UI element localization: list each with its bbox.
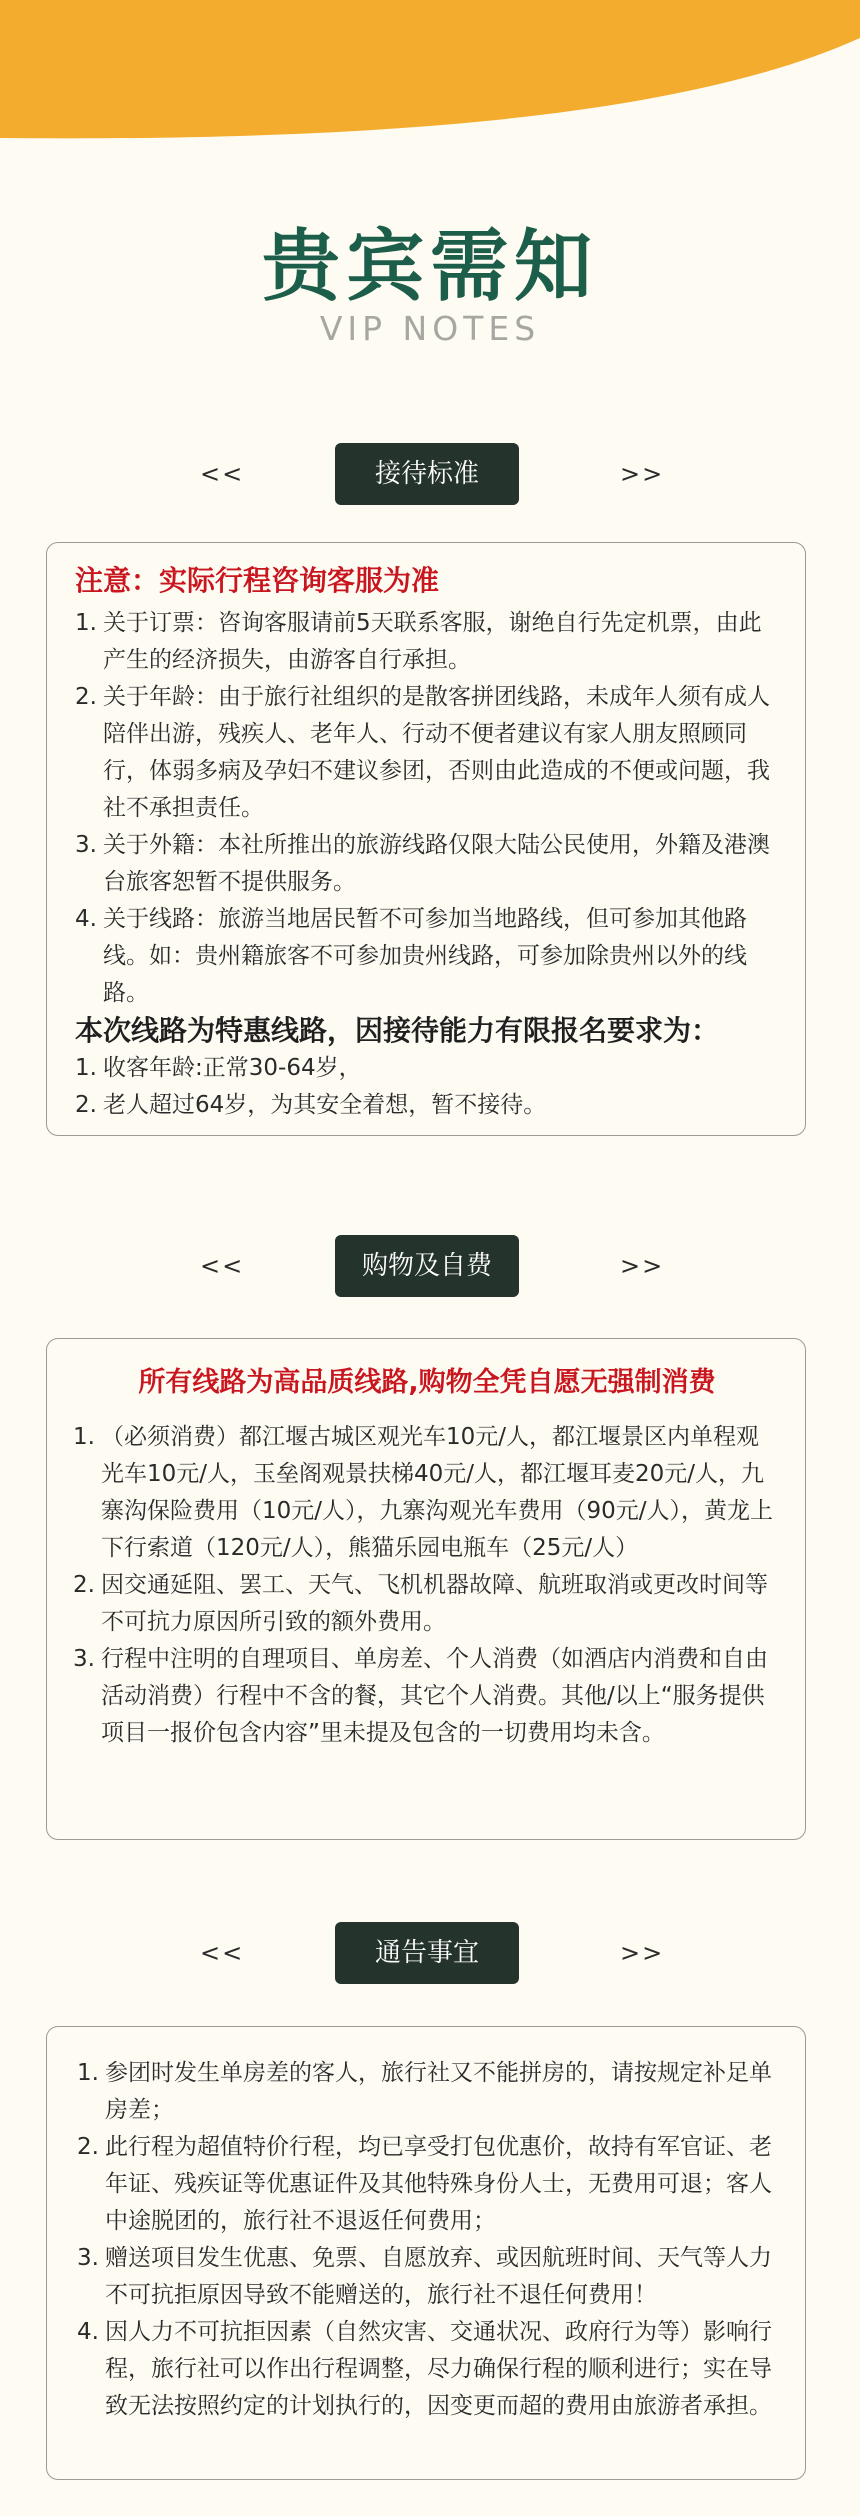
list-item: 4. 关于线路：旅游当地居民暂不可参加当地路线，但可参加其他路线。如：贵州籍旅客不可参加贵州线路，可参加除贵州以外的线路。: [75, 906, 747, 1006]
page-title: 贵宾需知: [261, 222, 598, 312]
list-item: 4. 因人力不可抗拒因素（自然灾害、交通状况、政府行为等）影响行程，旅行社可以作出行程调整，尽力确保行程的顺利进行；实在导致无法按照约定的计划执行的，因变更而超的费用由旅游者承担。: [77, 2319, 772, 2419]
section-header-reception: [0, 443, 860, 505]
right-arrow-decoration: >>: [620, 1939, 665, 1967]
list-item: 3. 赠送项目发生优惠、免票、自愿放弃、或因航班时间、天气等人力不可抗拒原因导致不能赠送的，旅行社不退任何费用！: [77, 2245, 772, 2308]
list-item: 1. （必须消费）都江堰古城区观光车10元/人，都江堰景区内单程观光车10元/人，玉垒阁观景扶梯40元/人，都江堰耳麦20元/人，九寨沟保险费用（10元/人），九寨沟观光车费用（90元/人），黄龙上下行索道（120元/人），熊猫乐园电瓶车（25元/人）: [73, 1424, 774, 1561]
right-arrow-decoration: >>: [620, 460, 665, 488]
section-header-notices: [0, 1922, 860, 1984]
notice-text: 注意：实际行程咨询客服为准: [75, 564, 440, 597]
notices-box: [46, 2026, 806, 2480]
special-route-heading: 本次线路为特惠线路，因接待能力有限报名要求为：: [75, 1014, 720, 1047]
list-item: 3. 关于外籍：本社所推出的旅游线路仅限大陆公民使用，外籍及港澳台旅客恕暂不提供服务。: [75, 832, 770, 895]
section-pill-shopping: 购物及自费: [335, 1235, 519, 1297]
list-item: 2. 老人超过64岁，为其安全着想，暂不接待。: [75, 1092, 547, 1118]
reception-standards-box: [46, 542, 806, 1136]
list-item: 3. 行程中注明的自理项目、单房差、个人消费（如酒店内消费和自由活动消费）行程中不含的餐，其它个人消费。其他/以上“服务提供项目一报价包含内容”里未提及包含的一切费用均未含。: [73, 1646, 768, 1746]
section-pill-notices: 通告事宜: [335, 1922, 519, 1984]
list-item: 1. 关于订票：咨询客服请前5天联系客服，谢绝自行先定机票，由此产生的经济损失，由游客自行承担。: [75, 610, 762, 673]
left-arrow-decoration: <<: [200, 1252, 245, 1280]
shopping-notice-text: 所有线路为高品质线路,购物全凭自愿无强制消费: [138, 1367, 716, 1398]
list-item: 2. 关于年龄：由于旅行社组织的是散客拼团线路，未成年人须有成人陪伴出游，残疾人、老年人、行动不便者建议有家人朋友照顾同行，体弱多病及孕妇不建议参团，否则由此造成的不便或问题，我社不承担责任。: [75, 684, 770, 821]
left-arrow-decoration: <<: [200, 460, 245, 488]
list-item: 2. 因交通延阻、罢工、天气、飞机机器故障、航班取消或更改时间等不可抗力原因所引致的额外费用。: [73, 1572, 768, 1635]
section-pill-reception: 接待标准: [335, 443, 519, 505]
page-subtitle: VIP NOTES: [319, 309, 541, 348]
list-item: 1. 收客年龄:正常30-64岁，: [75, 1055, 362, 1081]
left-arrow-decoration: <<: [200, 1939, 245, 1967]
section-header-shopping: [0, 1235, 860, 1297]
right-arrow-decoration: >>: [620, 1252, 665, 1280]
top-wave-banner: [0, 0, 860, 150]
list-item: 2. 此行程为超值特价行程，均已享受打包优惠价，故持有军官证、老年证、残疾证等优惠证件及其他特殊身份人士，无费用可退；客人中途脱团的，旅行社不退返任何费用；: [77, 2134, 772, 2234]
shopping-box: [46, 1338, 806, 1840]
list-item: 1. 参团时发生单房差的客人，旅行社又不能拼房的，请按规定补足单房差；: [77, 2060, 772, 2123]
